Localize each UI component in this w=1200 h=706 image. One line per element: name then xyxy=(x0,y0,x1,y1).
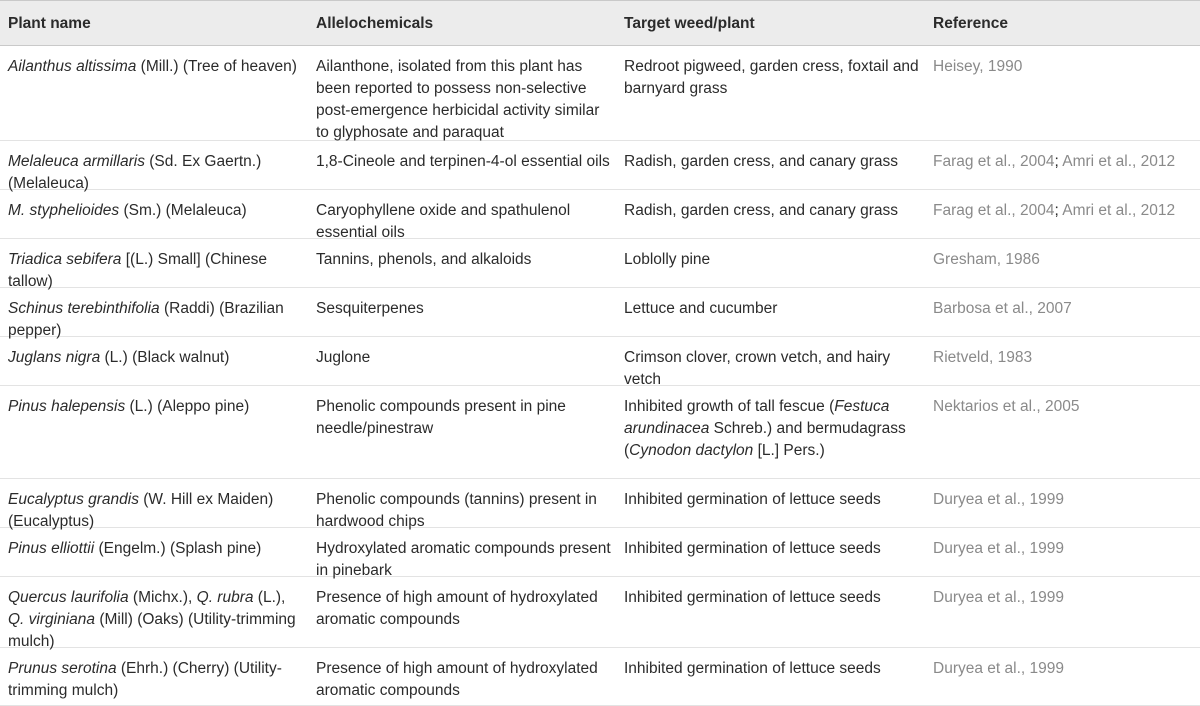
reference-link[interactable]: Farag et al., 2004 xyxy=(933,153,1055,170)
cell-target xyxy=(624,347,920,391)
cell-allelochemicals xyxy=(316,587,612,631)
table-row xyxy=(0,337,1200,386)
table-header xyxy=(0,0,1200,46)
cell-target xyxy=(624,200,920,222)
table-row xyxy=(0,141,1200,190)
text-run: Phenolic compounds present in pine needle/pinestraw xyxy=(316,398,566,437)
cell-allelochemicals xyxy=(316,347,612,369)
cell-allelochemicals xyxy=(316,249,612,271)
text-run: Caryophyllene oxide and spathulenol essential oils xyxy=(316,202,571,241)
cell-reference xyxy=(933,396,1195,418)
table-row xyxy=(0,479,1200,528)
text-run: Phenolic compounds (tannins) present in hardwood chips xyxy=(316,491,597,530)
text-run: Schreb.) and bermudagrass ( xyxy=(624,420,906,459)
text-run: (W. Hill ex Maiden) (Eucalyptus) xyxy=(8,491,274,530)
cell-target xyxy=(624,396,920,462)
cell-allelochemicals xyxy=(316,489,612,533)
table-row xyxy=(0,528,1200,577)
cell-plant-name xyxy=(8,298,304,342)
italic-text-run: Q. virginiana xyxy=(8,611,96,628)
cell-plant-name xyxy=(8,396,304,418)
cell-reference xyxy=(933,658,1195,680)
reference-link[interactable]: Farag et al., 2004 xyxy=(933,202,1055,219)
text-run: Radish, garden cress, and canary grass xyxy=(624,153,898,170)
reference-link[interactable]: Barbosa et al., 2007 xyxy=(933,300,1072,317)
italic-text-run: Pinus elliottii xyxy=(8,540,95,557)
cell-reference xyxy=(933,249,1195,271)
text-run: 1,8-Cineole and terpinen-4-ol essential oils xyxy=(316,153,610,170)
italic-text-run: Pinus halepensis xyxy=(8,398,126,415)
reference-link[interactable]: Duryea et al., 1999 xyxy=(933,660,1064,677)
table-body xyxy=(0,46,1200,706)
text-run: Tannins, phenols, and alkaloids xyxy=(316,251,532,268)
reference-link[interactable]: Amri et al., 2012 xyxy=(1062,153,1176,170)
reference-separator: ; xyxy=(1054,153,1063,170)
cell-target xyxy=(624,658,920,680)
text-run: (L.), xyxy=(253,589,286,606)
cell-plant-name xyxy=(8,587,304,653)
text-run: Inhibited germination of lettuce seeds xyxy=(624,589,881,606)
text-run: (Sd. Ex Gaertn.) (Melaleuca) xyxy=(8,153,262,192)
italic-text-run: Prunus serotina xyxy=(8,660,117,677)
reference-link[interactable]: Duryea et al., 1999 xyxy=(933,589,1064,606)
cell-allelochemicals xyxy=(316,298,612,320)
italic-text-run: Melaleuca armillaris xyxy=(8,153,145,170)
cell-reference xyxy=(933,200,1195,222)
table-row xyxy=(0,46,1200,141)
cell-allelochemicals xyxy=(316,396,612,440)
reference-link[interactable]: Heisey, 1990 xyxy=(933,58,1023,75)
cell-plant-name xyxy=(8,489,304,533)
italic-text-run: Q. rubra xyxy=(196,589,254,606)
text-run: (Sm.) (Melaleuca) xyxy=(119,202,247,219)
text-run: Inhibited germination of lettuce seeds xyxy=(624,491,881,508)
text-run: Inhibited growth of tall fescue ( xyxy=(624,398,835,415)
cell-reference xyxy=(933,347,1195,369)
text-run: Lettuce and cucumber xyxy=(624,300,778,317)
cell-allelochemicals xyxy=(316,658,612,702)
cell-reference xyxy=(933,56,1195,78)
text-run: Loblolly pine xyxy=(624,251,711,268)
header-allelochemicals: Allelochemicals xyxy=(316,15,434,32)
text-run: Hydroxylated aromatic compounds present in pinebark xyxy=(316,540,611,579)
cell-plant-name xyxy=(8,200,304,222)
cell-reference xyxy=(933,489,1195,511)
reference-link[interactable]: Gresham, 1986 xyxy=(933,251,1040,268)
italic-text-run: Schinus terebinthifolia xyxy=(8,300,160,317)
table-row xyxy=(0,648,1200,706)
reference-separator: ; xyxy=(1054,202,1063,219)
cell-plant-name xyxy=(8,538,304,560)
text-run: Sesquiterpenes xyxy=(316,300,424,317)
cell-allelochemicals xyxy=(316,151,612,173)
cell-target xyxy=(624,489,920,511)
text-run: (L.) (Black walnut) xyxy=(100,349,230,366)
text-run: (L.) (Aleppo pine) xyxy=(125,398,250,415)
italic-text-run: Juglans nigra xyxy=(8,349,101,366)
text-run: Ailanthone, isolated from this plant has been reported to possess non-selective post-emergence herbicidal activity similar to glyphosate and paraquat xyxy=(316,58,600,141)
italic-text-run: Festuca arundinacea xyxy=(624,398,890,437)
text-run: (Mill) (Oaks) (Utility-trimming mulch) xyxy=(8,611,296,650)
cell-allelochemicals xyxy=(316,538,612,582)
cell-reference xyxy=(933,298,1195,320)
cell-plant-name xyxy=(8,56,304,78)
header-plant-name: Plant name xyxy=(8,15,91,32)
table-row xyxy=(0,288,1200,337)
text-run: Presence of high amount of hydroxylated aromatic compounds xyxy=(316,660,598,699)
text-run: Radish, garden cress, and canary grass xyxy=(624,202,898,219)
reference-link[interactable]: Nektarios et al., 2005 xyxy=(933,398,1080,415)
reference-link[interactable]: Amri et al., 2012 xyxy=(1062,202,1176,219)
cell-plant-name xyxy=(8,658,304,702)
text-run: Inhibited germination of lettuce seeds xyxy=(624,540,881,557)
italic-text-run: Ailanthus altissima xyxy=(8,58,137,75)
text-run: (Raddi) (Brazilian pepper) xyxy=(8,300,284,339)
cell-target xyxy=(624,587,920,609)
text-run: (Ehrh.) (Cherry) (Utility-trimming mulch) xyxy=(8,660,282,699)
cell-allelochemicals xyxy=(316,56,612,144)
text-run: (Engelm.) (Splash pine) xyxy=(94,540,262,557)
text-run: Presence of high amount of hydroxylated aromatic compounds xyxy=(316,589,598,628)
reference-link[interactable]: Duryea et al., 1999 xyxy=(933,540,1064,557)
text-run: (Michx.), xyxy=(128,589,197,606)
italic-text-run: Eucalyptus grandis xyxy=(8,491,139,508)
cell-target xyxy=(624,151,920,173)
table-row xyxy=(0,190,1200,239)
table-row xyxy=(0,239,1200,288)
cell-target xyxy=(624,56,920,100)
cell-target xyxy=(624,538,920,560)
italic-text-run: M. styphelioides xyxy=(8,202,120,219)
cell-plant-name xyxy=(8,151,304,195)
italic-text-run: Cynodon dactylon xyxy=(629,442,754,459)
cell-plant-name xyxy=(8,249,304,293)
cell-reference xyxy=(933,151,1195,173)
text-run: [(L.) Small] (Chinese tallow) xyxy=(8,251,268,290)
table-row xyxy=(0,386,1200,479)
cell-allelochemicals xyxy=(316,200,612,244)
text-run: Redroot pigweed, garden cress, foxtail and barnyard grass xyxy=(624,58,919,97)
reference-link[interactable]: Duryea et al., 1999 xyxy=(933,491,1064,508)
text-run: Crimson clover, crown vetch, and hairy vetch xyxy=(624,349,891,388)
cell-reference xyxy=(933,587,1195,609)
header-reference: Reference xyxy=(933,15,1008,32)
text-run: (Mill.) (Tree of heaven) xyxy=(136,58,297,75)
text-run: Juglone xyxy=(316,349,371,366)
table-row xyxy=(0,577,1200,648)
reference-link[interactable]: Rietveld, 1983 xyxy=(933,349,1033,366)
italic-text-run: Quercus laurifolia xyxy=(8,589,129,606)
header-target: Target weed/plant xyxy=(624,15,755,32)
cell-reference xyxy=(933,538,1195,560)
text-run: [L.] Pers.) xyxy=(753,442,825,459)
text-run: Inhibited germination of lettuce seeds xyxy=(624,660,881,677)
cell-plant-name xyxy=(8,347,304,369)
cell-target xyxy=(624,249,920,271)
italic-text-run: Triadica sebifera xyxy=(8,251,122,268)
cell-target xyxy=(624,298,920,320)
